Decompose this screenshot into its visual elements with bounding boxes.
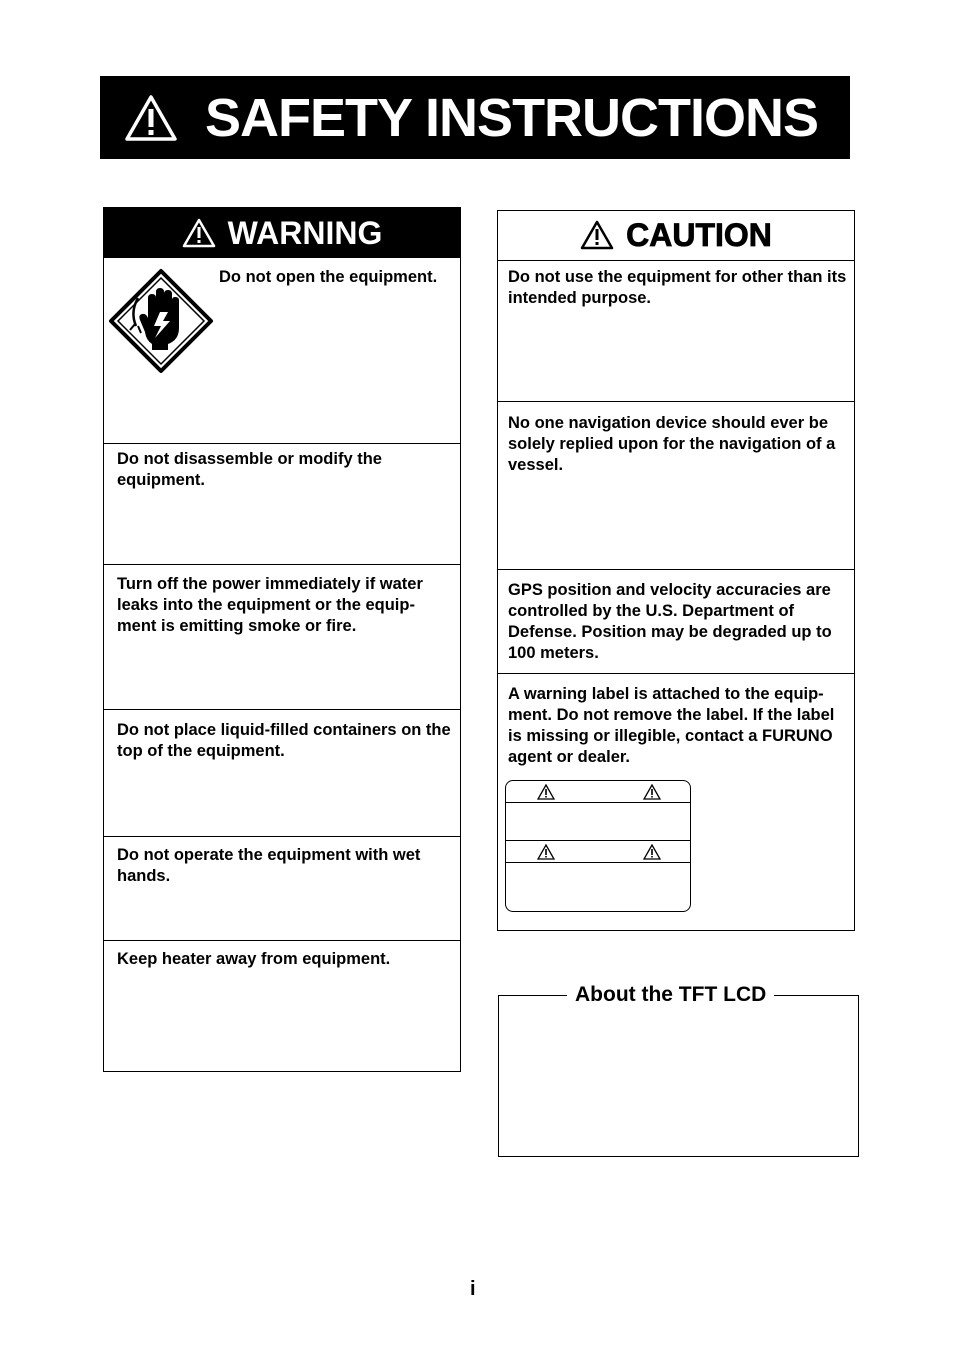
caution-header [497, 210, 855, 261]
row-divider [103, 940, 461, 941]
caution-item-1: Do not use the equipment for other than its intended purpose. [508, 268, 847, 307]
caution-item-4: A warning label is attached to the equip-ment. Do not remove the label. If the label is missing or illegible, contact a FURUNO agent or dealer. [508, 685, 835, 766]
warning-item-5: Do not operate the equipment with wet hands. [117, 846, 421, 885]
electric-shock-hand-icon [108, 268, 214, 374]
row-divider [497, 401, 855, 402]
row-divider [103, 836, 461, 837]
warning-triangle-icon [124, 94, 178, 142]
warning-triangle-icon [580, 220, 614, 250]
warning-item-2: Do not disassemble or modify the equipment. [117, 450, 382, 489]
caution-heading: CAUTION [626, 217, 772, 253]
page-title: SAFETY INSTRUCTIONS [205, 87, 819, 148]
warning-triangle-icon [643, 784, 661, 800]
warning-heading: WARNING [227, 214, 383, 251]
caution-item-2: No one navigation device should ever be solely replied upon for the navigation of a vessel. [508, 414, 836, 474]
warning-label-illustration [505, 780, 691, 912]
row-divider [103, 564, 461, 565]
row-divider [497, 673, 855, 674]
warning-header [103, 207, 461, 258]
warning-triangle-icon [537, 844, 555, 860]
warning-triangle-icon [643, 844, 661, 860]
tft-lcd-section [498, 995, 859, 1157]
row-divider [103, 709, 461, 710]
warning-item-4: Do not place liquid-filled containers on the top of the equipment. [117, 721, 451, 760]
warning-item-1: Do not open the equipment. [219, 268, 438, 286]
tft-lcd-title: About the TFT LCD [567, 982, 774, 1008]
caution-item-3: GPS position and velocity accuracies are controlled by the U.S. Department of Defense. Position may be degraded up to 100 meters. [508, 581, 832, 662]
row-divider [497, 569, 855, 570]
warning-item-3: Turn off the power immediately if water leaks into the equipment or the equip-ment is emitting smoke or fire. [117, 575, 423, 635]
row-divider [103, 443, 461, 444]
warning-item-6: Keep heater away from equipment. [117, 950, 391, 968]
page-number: i [470, 1278, 476, 1300]
warning-triangle-icon [537, 784, 555, 800]
warning-triangle-icon [182, 218, 216, 248]
title-banner [100, 76, 850, 159]
